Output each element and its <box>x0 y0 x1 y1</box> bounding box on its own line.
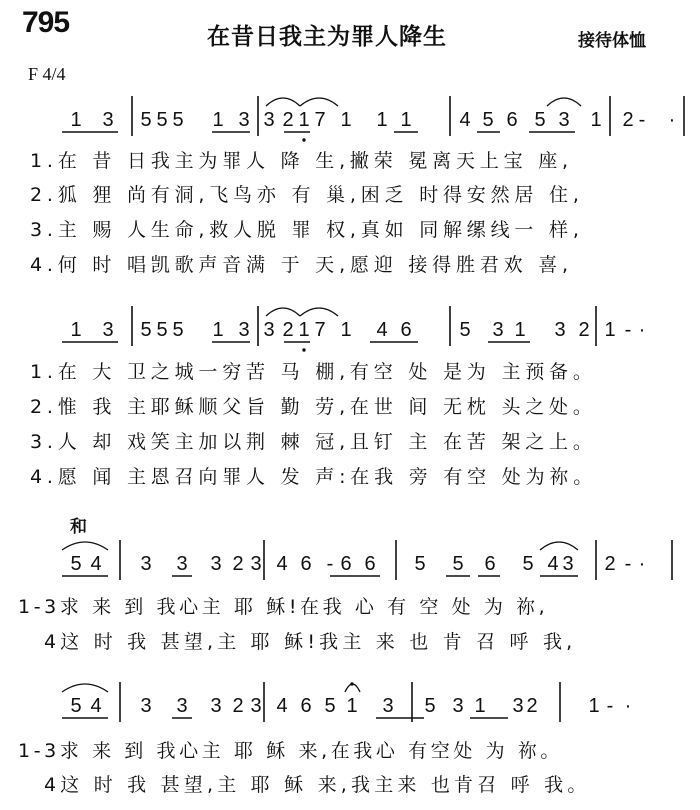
note: 3 <box>210 553 222 575</box>
score-system-1 <box>0 86 700 146</box>
note: 7 <box>314 109 326 131</box>
score-system-3 <box>0 530 700 590</box>
note: 3 <box>210 695 222 717</box>
note: 3 <box>250 553 262 575</box>
score-system-4 <box>0 672 700 732</box>
note-dot: · <box>624 695 632 717</box>
note: 5 <box>324 695 336 717</box>
note: 5 <box>459 319 471 341</box>
notation-row-2 <box>0 296 700 354</box>
lyric-line: 1-3求 来 到 我心主 耶 稣 来,在我心 有空处 为 祢。 <box>18 740 564 762</box>
note: 6 <box>506 109 518 131</box>
note: 1 <box>400 109 412 131</box>
note: 4 <box>276 553 288 575</box>
note: 1 <box>298 319 310 341</box>
lyric-line: 1.在 大 卫之城一穷苦 马 棚,有空 处 是为 主预备。 <box>30 361 597 383</box>
note: 6 <box>300 553 312 575</box>
note: 2 <box>622 109 634 131</box>
note: 3 <box>382 695 394 717</box>
note-dash: - <box>624 553 632 575</box>
lyric-line: 3.主 赐 人生命,救人脱 罪 权,真如 同解缧线一 样, <box>30 219 584 241</box>
note: 3 <box>512 695 524 717</box>
note: 3 <box>562 553 574 575</box>
slur <box>62 542 108 550</box>
note: 4 <box>547 553 559 575</box>
note: 1 <box>340 319 352 341</box>
note: 3 <box>263 109 275 131</box>
lyric-line: 2.惟 我 主耶稣顺父旨 勤 劳,在世 间 无枕 头之处。 <box>30 396 597 418</box>
note: 3 <box>102 109 114 131</box>
note-dash: - <box>638 109 646 131</box>
notation-row-4 <box>0 672 700 730</box>
note: 1 <box>590 109 602 131</box>
note: 6 <box>300 695 312 717</box>
note: 2 <box>232 553 244 575</box>
note: 1 <box>514 319 526 341</box>
note: 1 <box>212 319 224 341</box>
note-dash: - <box>326 553 334 575</box>
note: 5 <box>156 109 168 131</box>
slur <box>300 308 338 316</box>
notation-row-3 <box>0 530 700 588</box>
note: 3 <box>238 319 250 341</box>
note: 5 <box>414 553 426 575</box>
note: 6 <box>340 553 352 575</box>
note: 1 <box>70 319 82 341</box>
note: 5 <box>172 319 184 341</box>
notation-row-1 <box>0 86 700 144</box>
note-dash: - <box>624 319 632 341</box>
note: 3 <box>452 695 464 717</box>
hymn-number: 795 <box>22 6 70 39</box>
slur <box>62 684 108 692</box>
note: 4 <box>459 109 471 131</box>
lyric-line: 1.在 昔 日我主为罪人 降 生,撇荣 冕离天上宝 座, <box>30 150 573 172</box>
note-dot: · <box>638 553 646 575</box>
note: 5 <box>140 319 152 341</box>
note: 5 <box>140 109 152 131</box>
note: 3 <box>263 319 275 341</box>
note: 7 <box>314 319 326 341</box>
note: 1 <box>340 109 352 131</box>
note-dot: · <box>668 109 676 131</box>
hymn-author: 接待体恤 <box>578 31 646 51</box>
note: 4 <box>90 695 102 717</box>
slur <box>300 98 338 106</box>
note: 3 <box>176 695 188 717</box>
note: 2 <box>282 319 294 341</box>
note: 1 <box>212 109 224 131</box>
note: 3 <box>492 319 504 341</box>
note: 2 <box>526 695 538 717</box>
note: 1 <box>346 695 358 717</box>
lyric-line: 2.狐 狸 尚有洞,飞鸟亦 有 巢,困乏 时得安然居 住, <box>30 184 584 206</box>
note: 5 <box>70 695 82 717</box>
harmony-marker: 和 <box>70 517 87 537</box>
lyric-line: 4这 时 我 甚望,主 耶 稣 来,我主来 也肯召 呼 我。 <box>44 774 591 796</box>
note: 3 <box>176 553 188 575</box>
note: 5 <box>482 109 494 131</box>
slur <box>266 308 300 316</box>
note: 5 <box>424 695 436 717</box>
note: 4 <box>376 319 388 341</box>
note: 1 <box>604 319 616 341</box>
note-dot: · <box>638 319 646 341</box>
lyric-line: 4这 时 我 甚望,主 耶 稣!我主 来 也 肯 召 呼 我, <box>44 631 577 653</box>
note: 5 <box>172 109 184 131</box>
slur <box>540 542 578 550</box>
note: 1 <box>588 695 600 717</box>
note: 3 <box>250 695 262 717</box>
note: 2 <box>578 319 590 341</box>
lyric-line: 1-3求 来 到 我心主 耶 稣!在我 心 有 空 处 为 祢, <box>18 596 549 618</box>
note: 3 <box>238 109 250 131</box>
note: 2 <box>282 109 294 131</box>
note: 4 <box>90 553 102 575</box>
note: 1 <box>298 109 310 131</box>
note: 1 <box>70 109 82 131</box>
note: 3 <box>102 319 114 341</box>
octave-dot <box>302 138 305 141</box>
lyric-line: 3.人 却 戏笑主加以荆 棘 冠,且钉 主 在苦 架之上。 <box>30 431 597 453</box>
note: 1 <box>376 109 388 131</box>
slur <box>266 98 300 106</box>
note: 6 <box>400 319 412 341</box>
hymn-title: 在昔日我主为罪人降生 <box>207 24 447 50</box>
note: 5 <box>522 553 534 575</box>
note: 3 <box>554 319 566 341</box>
note: 1 <box>474 695 486 717</box>
note: 2 <box>604 553 616 575</box>
lyric-line: 4.愿 闻 主恩召向罪人 发 声:在我 旁 有空 处为祢。 <box>30 466 598 488</box>
note: 5 <box>70 553 82 575</box>
note: 5 <box>452 553 464 575</box>
score-system-2 <box>0 296 700 356</box>
lyric-line: 4.何 时 唱凯歌声音满 于 天,愿迎 接得胜君欢 喜, <box>30 254 573 276</box>
note: 5 <box>534 109 546 131</box>
octave-dot <box>302 348 305 351</box>
note: 3 <box>558 109 570 131</box>
note: 6 <box>484 553 496 575</box>
note: 2 <box>232 695 244 717</box>
note: 6 <box>364 553 376 575</box>
key-signature: F 4/4 <box>28 64 66 84</box>
note: 3 <box>140 553 152 575</box>
note-dash: - <box>606 695 614 717</box>
note: 5 <box>156 319 168 341</box>
note: 3 <box>140 695 152 717</box>
slur <box>547 98 581 106</box>
note: 4 <box>276 695 288 717</box>
